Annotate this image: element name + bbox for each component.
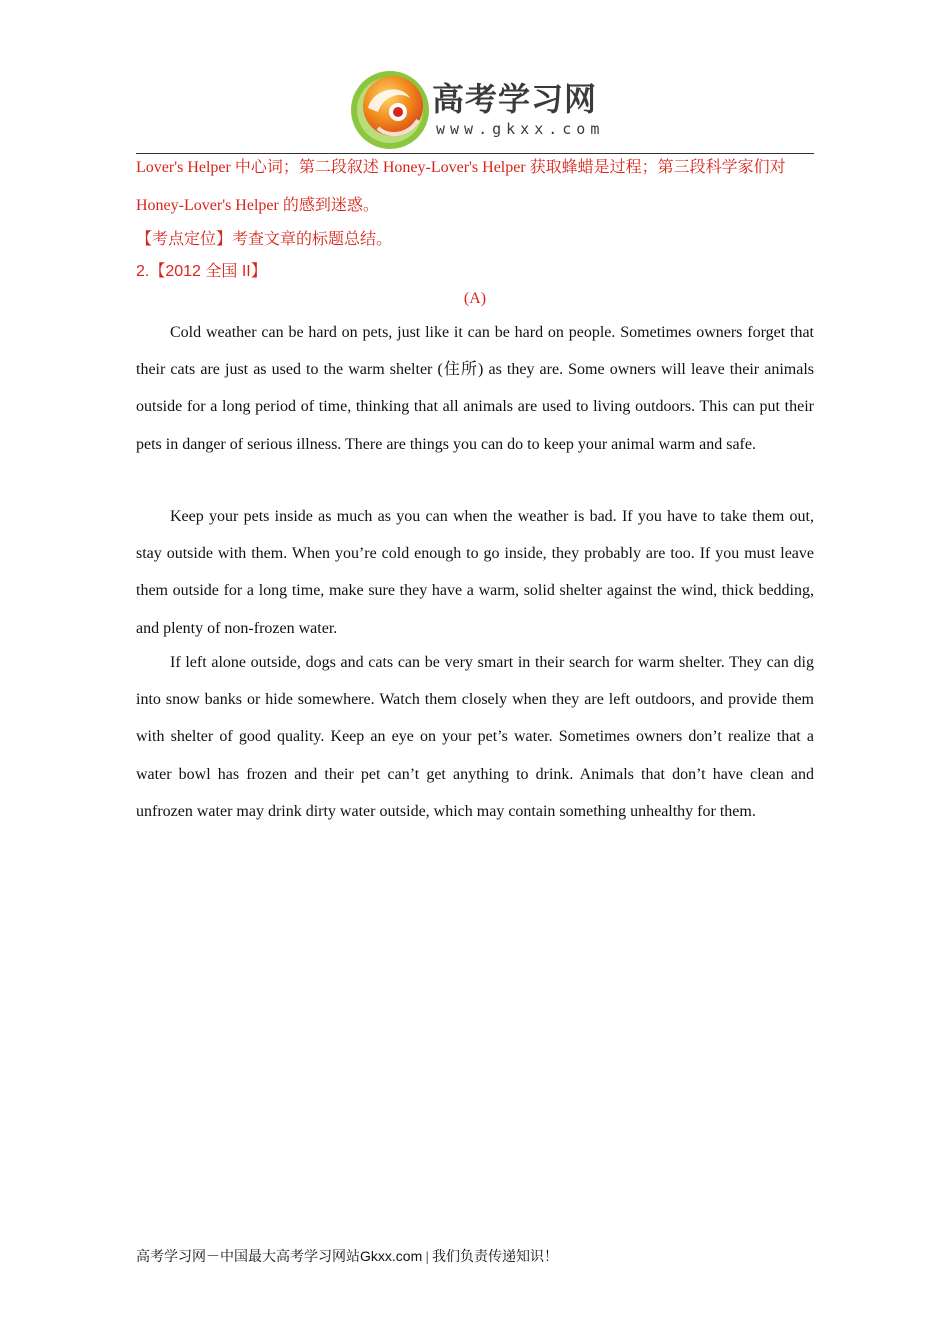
passage-paragraph-2: Keep your pets inside as much as you can when the weather is bad. If you have to take them out, stay outside with them. When you’re cold enough to go inside, they probably are too. If you must leave them outside for a long time, make sure they have a warm, solid shelter against the wind, thick bedding, and plenty of non-frozen water.	[136, 508, 814, 637]
document-page	[136, 0, 814, 1344]
page-footer	[136, 1246, 558, 1268]
section-heading: (A)	[463, 290, 487, 307]
logo-url: www.gkxx.com	[436, 120, 605, 138]
kaodian-line: 【考点定位】考查文章的标题总结。	[136, 231, 393, 248]
summary-line-1: Lover's Helper 中心词；第二段叙述 Honey-Lover's Helper 获取蜂蜡是过程；第三段科学家们对	[136, 159, 786, 176]
footer-text-right: | 我们负责传递知识！	[422, 1250, 559, 1265]
passage-paragraph-1: Cold weather can be hard on pets, just like it can be hard on people. Sometimes owners forget that their cats are just as used to the warm shelter (住所) as they are. Some owners will leave their animals outside for a long period of time, thinking that all animals are used to living outdoors. This can put their pets in danger of serious illness. There are things you can do to keep your animal warm and safe.	[136, 324, 814, 453]
question-label: 2.【2012 全国 II】	[136, 263, 267, 280]
gkxx-logo-icon	[348, 68, 432, 152]
footer-text-left: 高考学习网－中国最大高考学习网站	[136, 1250, 360, 1265]
site-logo[interactable]	[348, 68, 610, 154]
header-divider	[136, 153, 814, 154]
logo-title: 高考学习网	[432, 80, 598, 118]
footer-site-link[interactable]: Gkxx.com	[360, 1248, 423, 1264]
summary-line-2: Honey-Lover's Helper 的感到迷惑。	[136, 197, 379, 214]
passage-paragraph-3: If left alone outside, dogs and cats can be very smart in their search for warm shelter. They can dig into snow banks or hide somewhere. Watch them closely when they are left outdoors, and provide them with shelter of good quality. Keep an eye on your pet’s water. Sometimes owners don’t realize that a water bowl has frozen and their pet can’t get anything to drink. Animals that don’t have clean and unfrozen water may drink dirty water outside, which may contain something unhealthy for them.	[136, 654, 814, 820]
